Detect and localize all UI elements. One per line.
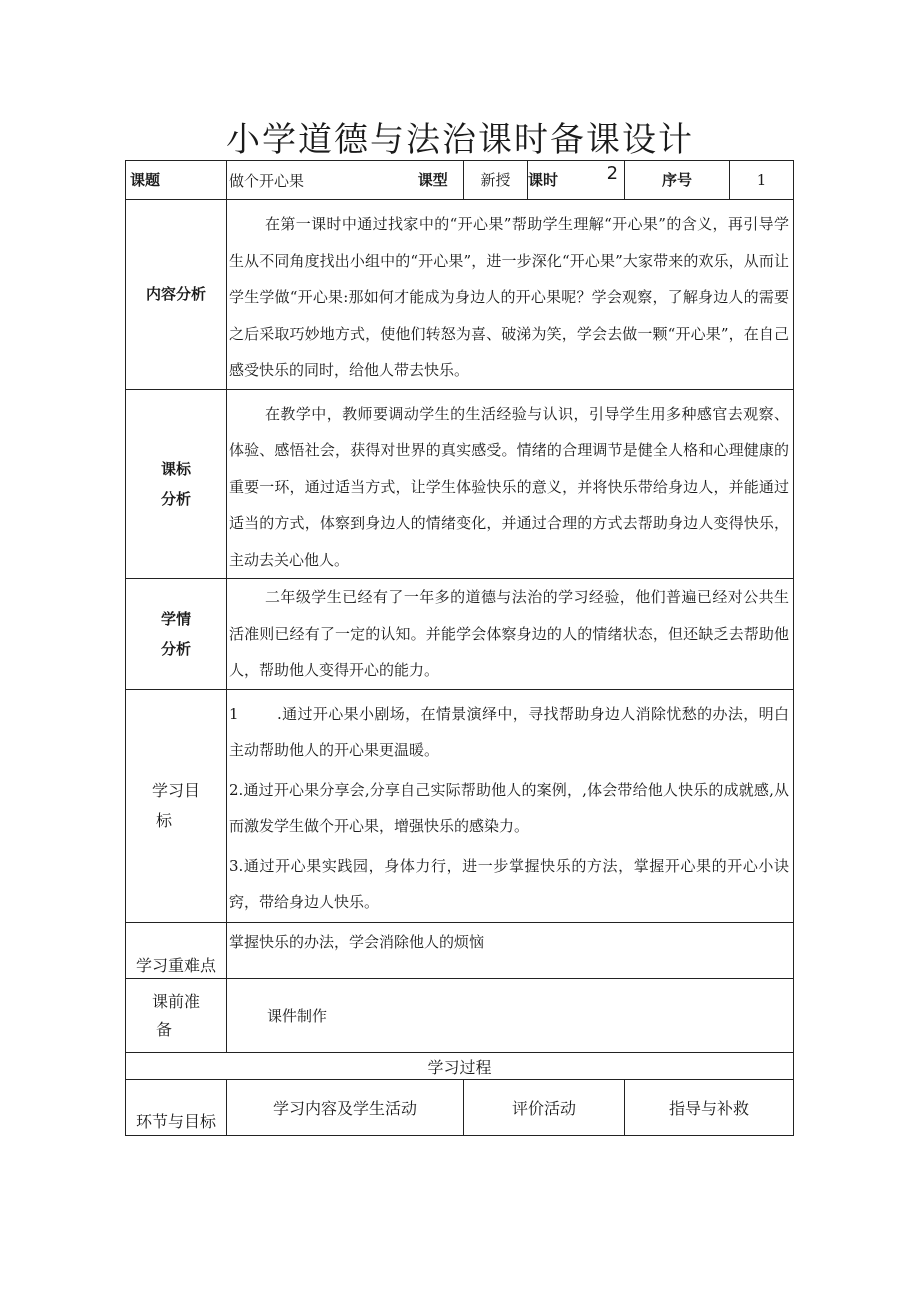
standard-analysis-row (126, 389, 794, 579)
standard-analysis-label-2: 分析 (160, 489, 191, 508)
standard-analysis-label-1: 课标 (160, 459, 191, 478)
preparation-label-2: 备 (156, 1019, 173, 1039)
content-analysis-label: 内容分析 (126, 200, 227, 390)
learning-goals-label-2: 标 (156, 811, 173, 830)
process-title: 学习过程 (126, 1053, 794, 1080)
process-col-evaluation: 评价活动 (464, 1080, 625, 1136)
student-analysis-label-1: 学情 (160, 610, 191, 628)
process-title-row (126, 1053, 794, 1080)
student-analysis-text: 二年级学生已经有了一年多的道德与法治的学习经验，他们普遍已经对公共生活准则已经有了一定的认知。并能学会体察身边的人的情绪状态，但还缺乏去帮助他人，帮助他人变得开心的能力。 (229, 588, 790, 680)
standard-analysis-cell (227, 389, 794, 579)
hours-label-cell (528, 161, 625, 200)
process-col-guidance: 指导与补救 (625, 1080, 794, 1136)
seq-value: 1 (730, 161, 794, 200)
key-points-label: 学习重难点 (126, 923, 227, 979)
process-col-stage: 环节与目标 (126, 1080, 227, 1136)
seq-label: 序号 (625, 161, 730, 200)
process-col-content: 学习内容及学生活动 (227, 1080, 464, 1136)
student-analysis-label-cell (126, 579, 227, 690)
preparation-row (126, 979, 794, 1053)
student-analysis-row (126, 579, 794, 690)
learning-goals-cell (227, 690, 794, 923)
preparation-label-1: 课前准 (151, 991, 200, 1011)
preparation-text: 课件制作 (227, 979, 794, 1053)
learning-goals-row (126, 690, 794, 923)
key-points-text: 掌握快乐的办法，学会消除他人的烦恼 (227, 923, 794, 979)
standard-analysis-label-cell (126, 389, 227, 579)
content-analysis-cell (227, 200, 794, 390)
key-points-row (126, 923, 794, 979)
goal-3: 3.通过开心果实践园，身体力行，进一步掌握快乐的方法，掌握开心果的开心小诀窍，带给身边人快乐。 (229, 857, 790, 911)
goal-1 (229, 696, 789, 768)
content-analysis-text: 在第一课时中通过找家中的“开心果”帮助学生理解“开心果”的含义，再引导学生从不同角度找出小组中的“开心果”，进一步深化“开心果”大家带来的欢乐，从而让学生学做“开心果:那如何才能成为身边人的开心果呢？学会观察，了解身边人的需要之后采取巧妙地方式，使他们转怒为喜、破涕为笑，学会去做一颗“开心果”，在自己感受快乐的同时，给他人带去快乐。 (229, 215, 790, 379)
topic-label: 课题 (126, 161, 227, 200)
page-title: 小学道德与法治课时备课设计 (226, 120, 694, 160)
hours-value: 2 (606, 163, 619, 184)
standard-analysis-text: 在教学中，教师要调动学生的生活经验与认识，引导学生用多种感官去观察、体验、感悟社会，获得对世界的真实感受。情绪的合理调节是健全人格和心理健康的重要一环，通过适当方式，让学生体验快乐的意义，并将快乐带给身边人，并能通过适当的方式，体察到身边人的情绪变化，并通过合理的方式去帮助身边人变得快乐，主动去关心他人。 (229, 404, 790, 569)
student-analysis-label-2: 分析 (160, 640, 191, 658)
goal-1-text: .通过开心果小剧场，在情景演绎中，寻找帮助身边人消除忧愁的办法，明白主动帮助他人的开心果更温暖。 (229, 705, 790, 759)
student-analysis-cell (227, 579, 794, 690)
preparation-label-cell (126, 979, 227, 1053)
type-value: 新授 (464, 161, 528, 200)
hours-label: 课时 (528, 171, 559, 189)
type-label: 课型 (403, 161, 464, 200)
lesson-plan-table (125, 160, 794, 1136)
header-row (126, 161, 794, 200)
process-header-row (126, 1080, 794, 1136)
content-analysis-row (126, 200, 794, 390)
topic-value: 做个开心果 (227, 161, 403, 200)
learning-goals-label-cell (126, 690, 227, 923)
learning-goals-label-1: 学习目 (151, 781, 200, 800)
goal-2: 2.通过开心果分享会,分享自己实际帮助他人的案例，,体会带给他人快乐的成就感,从而激发学生做个开心果，增强快乐的感染力。 (229, 781, 790, 835)
goal-1-num: 1 (229, 705, 239, 723)
